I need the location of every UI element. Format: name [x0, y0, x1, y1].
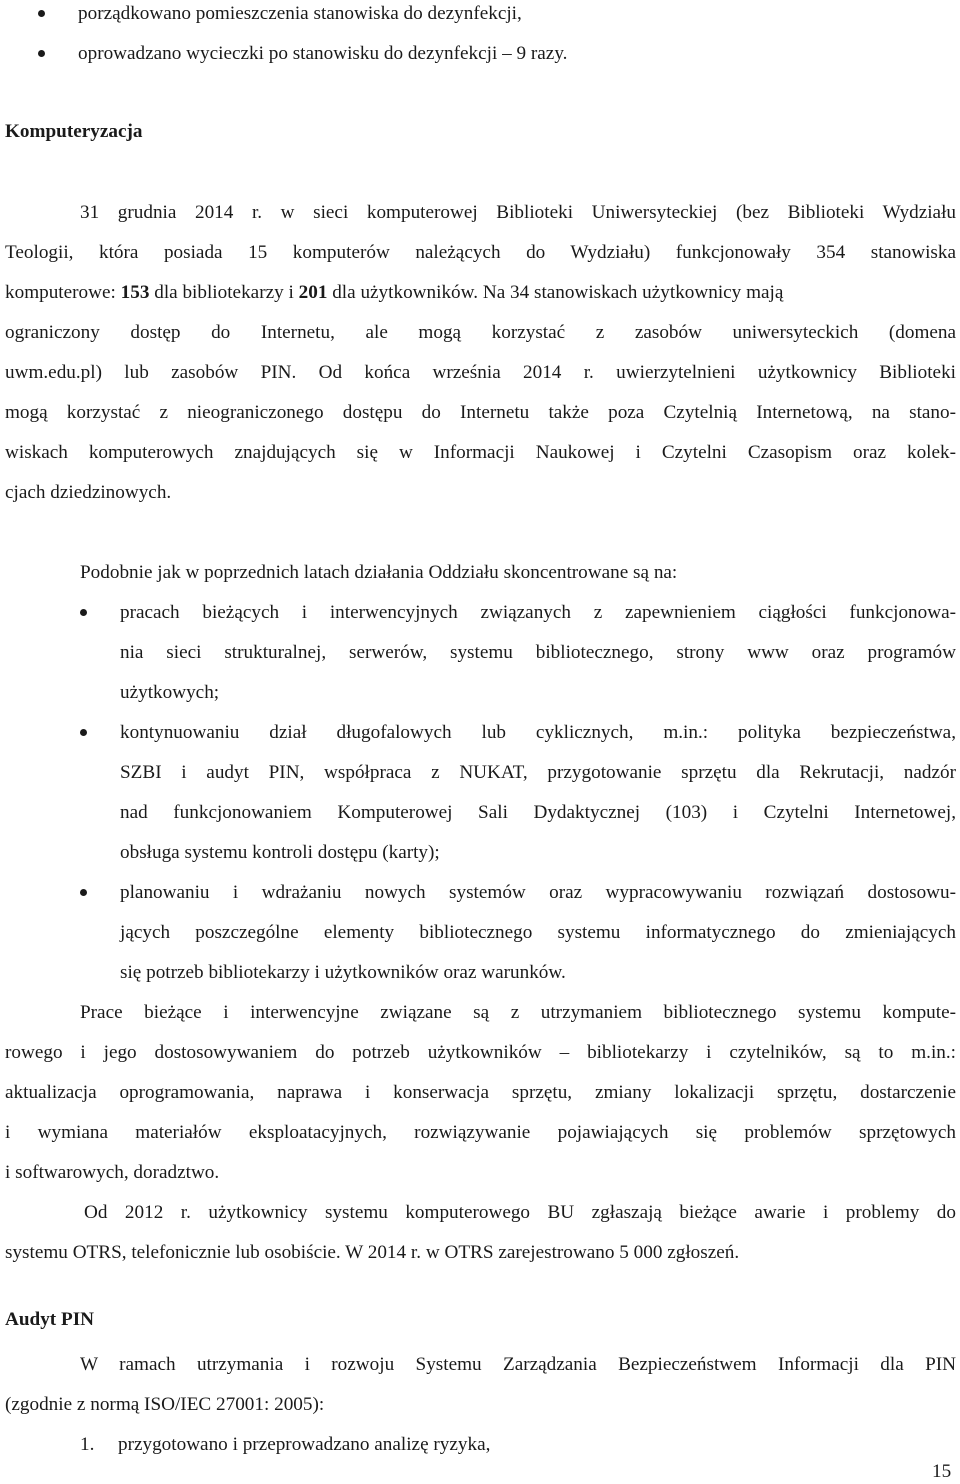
numbered-item-text: przygotowano i przeprowadzano analizę ryzyka,	[118, 1434, 491, 1455]
count-librarians: 153	[120, 282, 150, 303]
list-item-line: planowaniu i wdrażaniu nowych systemów oraz wypracowywaniu rozwiązań dostosowu-	[120, 882, 956, 903]
paragraph-line	[5, 283, 956, 302]
list-item-line: pracach bieżących i interwencyjnych związanych z zapewnieniem ciągłości funkcjonowa-	[120, 602, 956, 623]
paragraph-line: ograniczony dostęp do Internetu, ale mogą korzystać z zasobów uniwersyteckich (domena	[5, 322, 956, 343]
list-item-line: kontynuowaniu dział długofalowych lub cyklicznych, m.in.: polityka bezpieczeństwa,	[120, 722, 956, 743]
bullet-icon	[80, 889, 87, 896]
paragraph-line: Teologii, która posiada 15 komputerów należących do Wydziału) funkcjonowały 354 stanowiska	[5, 242, 956, 263]
numbered-item-number: 1.	[80, 1434, 95, 1455]
paragraph-line: uwm.edu.pl) lub zasobów PIN. Od końca września 2014 r. uwierzytelnieni użytkownicy Biblioteki	[5, 362, 956, 383]
list-item-line: SZBI i audyt PIN, współpraca z NUKAT, przygotowanie sprzętu dla Rekrutacji, nadzór	[120, 762, 956, 783]
bullet-icon	[80, 729, 87, 736]
page-number: 15	[932, 1461, 952, 1482]
paragraph-line: mogą korzystać z nieograniczonego dostępu do Internetu także poza Czytelnią Internetową, na stano-	[5, 402, 956, 423]
paragraph-line: rowego i jego dostosowywaniem do potrzeb użytkowników – bibliotekarzy i czytelników, są to m.in.:	[5, 1042, 956, 1063]
section-heading-komputeryzacja: Komputeryzacja	[5, 121, 143, 142]
paragraph-line: (zgodnie z normą ISO/IEC 27001: 2005):	[5, 1394, 325, 1415]
paragraph-line: cjach dziedzinowych.	[5, 482, 172, 503]
paragraph-line: i softwarowych, doradztwo.	[5, 1162, 220, 1183]
list-item-line: jących poszczególne elementy bibliotecznego systemu informatycznego do zmieniających	[120, 922, 956, 943]
paragraph-line: i wymiana materiałów eksploatacyjnych, rozwiązywanie pojawiających się problemów sprzętowych	[5, 1122, 956, 1143]
list-item-line: nia sieci strukturalnej, serwerów, systemu bibliotecznego, strony www oraz programów	[120, 642, 956, 663]
paragraph-line: aktualizacja oprogramowania, naprawa i konserwacja sprzętu, zmiany lokalizacji sprzętu, dostarczenie	[5, 1082, 956, 1103]
paragraph-line: W ramach utrzymania i rozwoju Systemu Zarządzania Bezpieczeństwem Informacji dla PIN	[80, 1354, 956, 1375]
bullet-icon	[80, 609, 87, 616]
list-item: porządkowano pomieszczenia stanowiska do dezynfekcji,	[78, 3, 522, 24]
list-item: oprowadzano wycieczki po stanowisku do dezynfekcji – 9 razy.	[78, 43, 568, 64]
count-users: 201	[298, 282, 328, 303]
paragraph-line: Od 2012 r. użytkownicy systemu komputerowego BU zgłaszają bieżące awarie i problemy do	[84, 1202, 956, 1223]
list-item-line: obsługa systemu kontroli dostępu (karty);	[120, 842, 440, 863]
list-item-line: nad funkcjonowaniem Komputerowej Sali Dydaktycznej (103) i Czytelni Internetowej,	[120, 802, 956, 823]
paragraph-line: systemu OTRS, telefonicznie lub osobiście. W 2014 r. w OTRS zarejestrowano 5 000 zgłoszeń.	[5, 1242, 740, 1263]
list-item-line: się potrzeb bibliotekarzy i użytkowników oraz warunków.	[120, 962, 566, 983]
bullet-icon	[38, 10, 45, 17]
section-heading-audyt-pin: Audyt PIN	[5, 1309, 95, 1330]
list-item-line: użytkowych;	[120, 682, 220, 703]
bullet-icon	[38, 50, 45, 57]
paragraph-line: wiskach komputerowych znajdujących się w Informacji Naukowej i Czytelni Czasopism oraz kolek-	[5, 442, 956, 463]
text-segment: komputerowe: 153 dla bibliotekarzy i 201 dla użytkowników. Na 34 stanowiskach użytkownicy mają	[5, 282, 784, 303]
paragraph-line: Prace bieżące i interwencyjne związane są z utrzymaniem bibliotecznego systemu kompute-	[80, 1002, 956, 1023]
intro-text: Podobnie jak w poprzednich latach działania Oddziału skoncentrowane są na:	[80, 562, 678, 583]
paragraph-line: 31 grudnia 2014 r. w sieci komputerowej Biblioteki Uniwersyteckiej (bez Biblioteki Wydziału	[80, 202, 956, 223]
